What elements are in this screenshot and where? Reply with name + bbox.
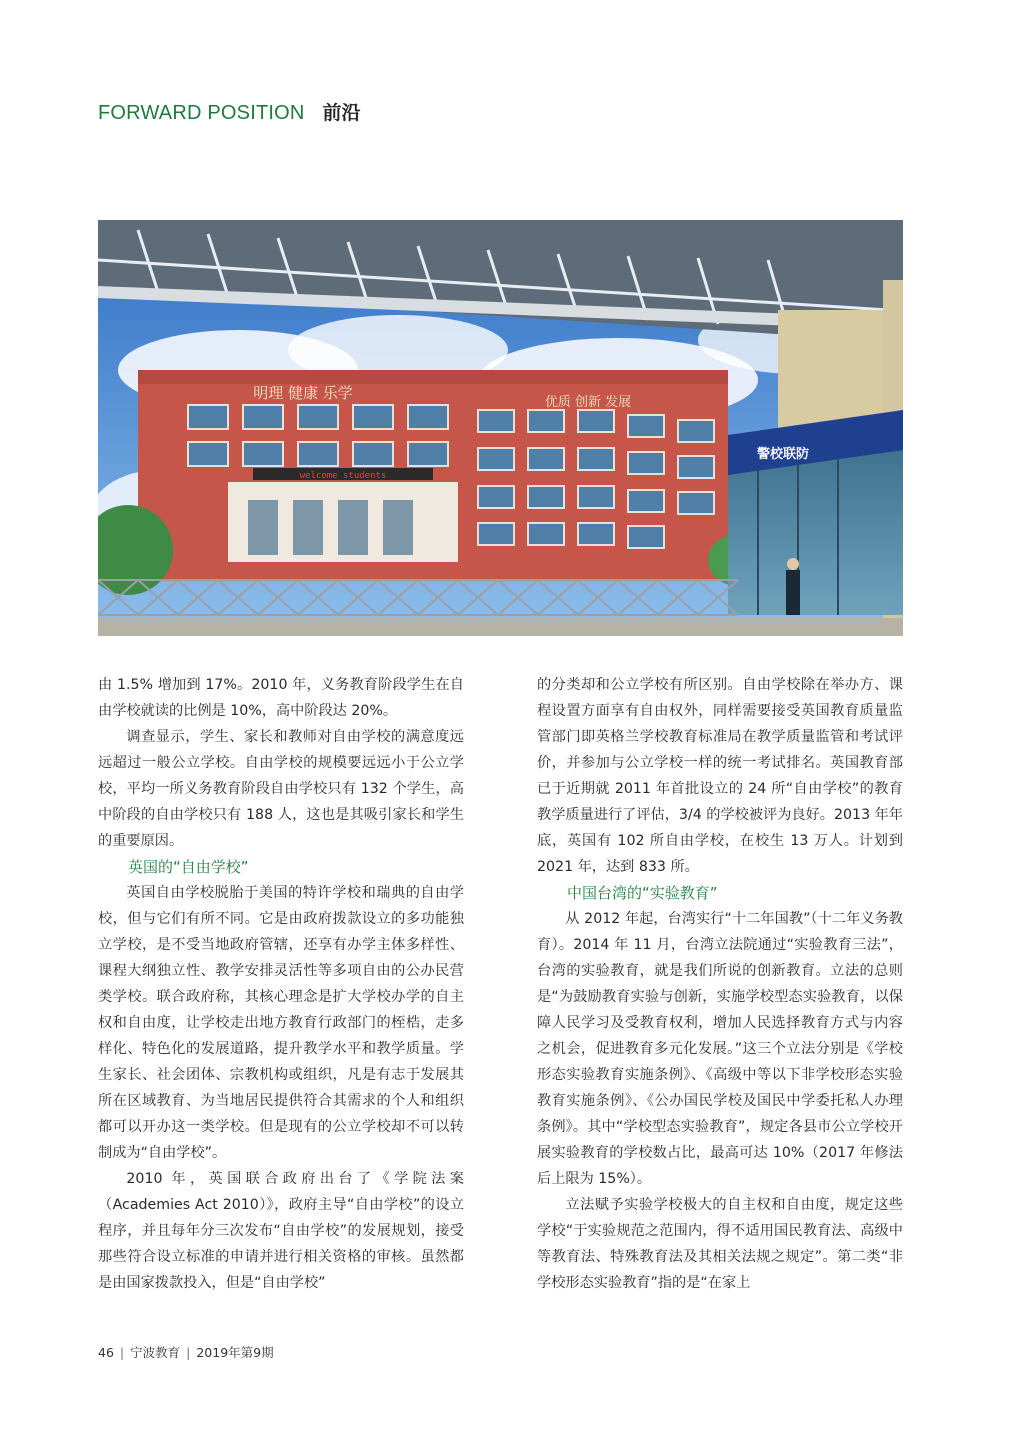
building-sign-left: 明理 健康 乐学 <box>253 384 353 402</box>
page-number: 46 <box>98 1345 114 1360</box>
footer-separator: | <box>119 1345 125 1360</box>
section-header <box>98 98 361 128</box>
booth-sign: 警校联防 <box>756 447 810 462</box>
school-photo <box>98 220 903 636</box>
body-paragraph: 2010 年，英国联合政府出台了《学院法案（Academies Act 2010）》，政府主导“自由学校”的设立程序，并且每年分三次发布“自由学校”的发展规划，接受那些符合设立标准的申请并进行相关资格的审核。虽然都是由国家拨款投入，但是“自由学校” <box>98 1171 464 1291</box>
body-paragraph: 英国自由学校脱胎于美国的特许学校和瑞典的自由学校，但与它们有所不同。它是由政府拨款设立的多功能独立学校，是不受当地政府管辖，还享有办学主体多样性、课程大纲独立性、教学安排灵活性等多项自由的公办民营类学校。联合政府称，其核心理念是扩大学校办学的自主权和自由度，让学校走出地方教育行政部门的桎梏，走多样化、特色化的发展道路，提升教学水平和教学质量。学生家长、社会团体、宗教机构或组织，凡是有志于发展其所在区域教育、为当地居民提供符合其需求的个人和组织都可以开办这一类学校。但是现有的公立学校却不可以转制成为“自由学校”。 <box>98 885 464 1161</box>
section-title-cn: 前沿 <box>322 102 361 124</box>
body-paragraph: 的分类却和公立学校有所区别。自由学校除在举办方、课程设置方面享有自由权外，同样需要接受英国教育质量监管部门即英格兰学校教育标准局在教学质量监管和考试评价，并参加与公立学校一样的统一考试排名。英国教育部已于近期就 2011 年首批设立的 24 所“自由学校”的教育教学质量进行了评估，3/4 的学校被评为良好。2013 年年底，英国有 102 所自由学校，在校生 13 万人。计划到 2021 年，达到 833 所。 <box>537 677 903 875</box>
body-paragraph: 调查显示，学生、家长和教师对自由学校的满意度远远超过一般公立学校。自由学校的规模要远远小于公立学校，平均一所义务教育阶段自由学校只有 132 个学生，高中阶段的自由学校只有 188 人，这也是其吸引家长和学生的重要原因。 <box>98 729 464 849</box>
issue-label: 2019年第9期 <box>196 1345 274 1360</box>
body-paragraph: 由 1.5% 增加到 17%。2010 年，义务教育阶段学生在自由学校就读的比例是 10%，高中阶段达 20%。 <box>98 677 464 719</box>
section-heading: 中国台湾的“实验教育” <box>567 884 718 902</box>
school-building-illustration <box>98 220 903 636</box>
magazine-name: 宁波教育 <box>130 1345 181 1360</box>
body-paragraph: 立法赋予实验学校极大的自主权和自由度，规定这些学校“于实验规范之范围内，得不适用国民教育法、高级中等教育法、特殊教育法及其相关法规之规定”。第二类“非学校形态实验教育”指的是“在家上 <box>537 1197 903 1291</box>
building-sign-right: 优质 创新 发展 <box>544 395 632 410</box>
left-text-column <box>98 672 464 1296</box>
page-footer <box>98 1343 274 1361</box>
right-text-column <box>537 672 903 1296</box>
section-heading: 英国的“自由学校” <box>128 858 249 876</box>
footer-separator: | <box>186 1345 191 1360</box>
led-banner: welcome students <box>299 471 387 481</box>
section-title-en: FORWARD POSITION <box>98 102 305 124</box>
body-paragraph: 从 2012 年起，台湾实行“十二年国教”（十二年义务教育）。2014 年 11 月，台湾立法院通过“实验教育三法”，台湾的实验教育，就是我们所说的创新教育。立法的总则是“为鼓励教育实验与创新，实施学校型态实验教育，以保障人民学习及受教育权利，增加人民选择教育方式与内容之机会，促进教育多元化发展。”这三个立法分别是《学校形态实验教育实施条例》、《高级中等以下非学校形态实验教育实施条例》、《公办国民学校及国民中学委托私人办理条例》。其中“学校型态实验教育”，规定各县市公立学校开展实验教育的学校数占比，最高可达 10%（2017 年修法后上限为 15%）。 <box>537 911 903 1187</box>
